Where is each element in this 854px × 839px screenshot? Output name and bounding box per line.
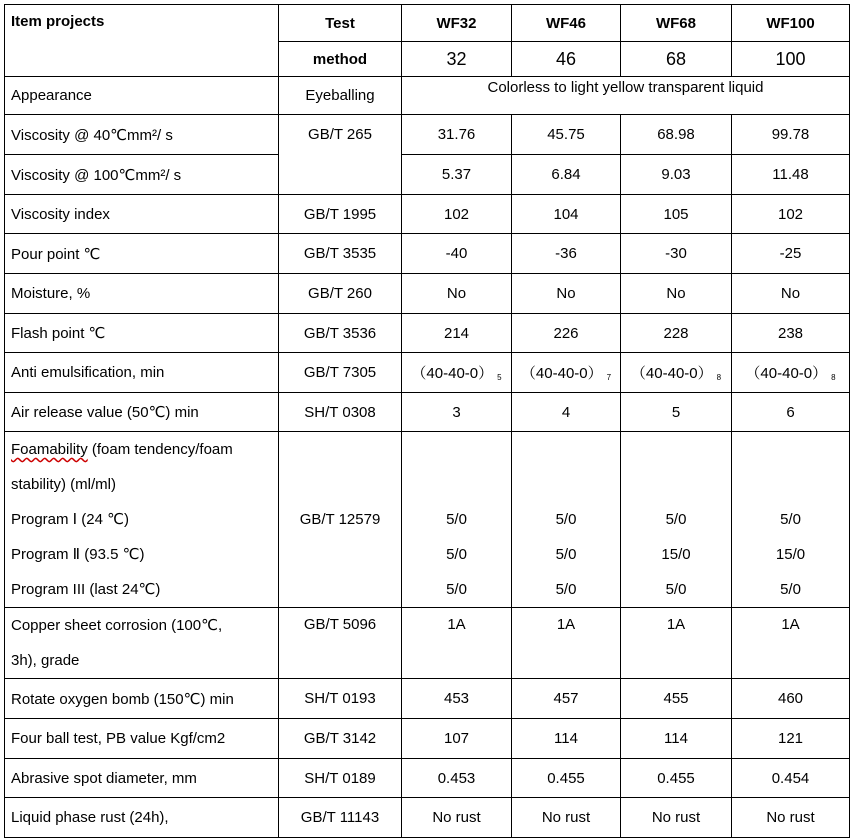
cell-wf68: 105 — [621, 195, 732, 234]
row-label: Anti emulsification, min — [5, 353, 279, 393]
cell-wf32: 5.37 — [402, 155, 512, 195]
table-row — [5, 77, 850, 115]
cell-wf32: 0.453 — [402, 759, 512, 798]
cell-wf32: 1A — [402, 608, 512, 679]
cell-wf68: 455 — [621, 679, 732, 719]
table-row — [5, 759, 850, 798]
cell-wf46: 457 — [512, 679, 621, 719]
row-method: SH/T 0193 — [279, 679, 402, 719]
grade-name-wf46: WF46 — [512, 5, 621, 42]
cell-wf68: 228 — [621, 314, 732, 353]
row-method: SH/T 0189 — [279, 759, 402, 798]
cell-wf68: 68.98 — [621, 115, 732, 155]
cell-wf32: -40 — [402, 234, 512, 274]
cell-wf46: -36 — [512, 234, 621, 274]
cell-wf68: 0.455 — [621, 759, 732, 798]
cell-wf46: 114 — [512, 719, 621, 759]
cell-wf100: -25 — [732, 234, 850, 274]
table-row — [5, 274, 850, 314]
cell-wf46: 4 — [512, 393, 621, 432]
cell-wf46: No — [512, 274, 621, 314]
cell-wf32: 214 — [402, 314, 512, 353]
cell-wf46: 45.75 — [512, 115, 621, 155]
row-label: Copper sheet corrosion (100℃, 3h), grade — [5, 608, 279, 679]
row-label: Four ball test, PB value Kgf/cm2 — [5, 719, 279, 759]
cell-wf68: 9.03 — [621, 155, 732, 195]
cell-wf32: 102 — [402, 195, 512, 234]
subscript: 8 — [716, 373, 722, 382]
row-label: Appearance — [5, 77, 279, 115]
cell-wf32: 3 — [402, 393, 512, 432]
cell-wf100: 11.48 — [732, 155, 850, 195]
cell-wf32: 5/0 5/0 5/0 — [402, 432, 512, 608]
cell-wf100: No — [732, 274, 850, 314]
table-row — [5, 195, 850, 234]
row-method: GB/T 260 — [279, 274, 402, 314]
cell-wf46: 226 — [512, 314, 621, 353]
cell-wf32: 107 — [402, 719, 512, 759]
table-row — [5, 353, 850, 393]
table-row — [5, 314, 850, 353]
test-method-header-top: Test — [279, 5, 402, 42]
grade-value-wf32: 32 — [402, 42, 512, 77]
row-method: GB/T 265 — [279, 115, 402, 195]
cell-wf100: 102 — [732, 195, 850, 234]
cell-wf46: 104 — [512, 195, 621, 234]
cell-wf68: No rust — [621, 798, 732, 838]
cell-wf100: 6 — [732, 393, 850, 432]
cell-wf32: 31.76 — [402, 115, 512, 155]
table-row — [5, 155, 850, 195]
cell-wf46: No rust — [512, 798, 621, 838]
row-method: SH/T 0308 — [279, 393, 402, 432]
cell-wf68: 5/0 15/0 5/0 — [621, 432, 732, 608]
row-label: Viscosity @ 40℃mm²/ s — [5, 115, 279, 155]
table-row — [5, 719, 850, 759]
item-projects-header: Item projects — [5, 5, 279, 77]
table-row — [5, 393, 850, 432]
table-row — [5, 679, 850, 719]
cell-wf32: No — [402, 274, 512, 314]
table-row — [5, 234, 850, 274]
row-method: GB/T 1995 — [279, 195, 402, 234]
cell-wf46: （40-40-0） $_7$ — [512, 353, 621, 393]
row-method: GB/T 11143 — [279, 798, 402, 838]
cell-wf100: 0.454 — [732, 759, 850, 798]
table-row — [5, 115, 850, 155]
row-method: GB/T 5096 — [279, 608, 402, 679]
row-label: Liquid phase rust (24h), — [5, 798, 279, 838]
foam-row — [5, 432, 850, 608]
row-label: Viscosity @ 100℃mm²/ s — [5, 155, 279, 195]
row-label: Moisture, % — [5, 274, 279, 314]
foam-label-word: Foamability — [11, 441, 88, 458]
cell-wf68: No — [621, 274, 732, 314]
row-method: GB/T 12579 — [279, 432, 402, 608]
spec-table — [4, 4, 850, 838]
grade-name-wf68: WF68 — [621, 5, 732, 42]
cell-wf100: （40-40-0） $_8$ — [732, 353, 850, 393]
table-row — [5, 608, 850, 679]
cell-wf68: -30 — [621, 234, 732, 274]
row-method: GB/T 3536 — [279, 314, 402, 353]
grade-value-wf68: 68 — [621, 42, 732, 77]
appearance-value: Colorless to light yellow transparent liquid — [402, 77, 850, 115]
subscript: 7 — [606, 373, 612, 382]
row-method: GB/T 3142 — [279, 719, 402, 759]
row-label: Rotate oxygen bomb (150℃) min — [5, 679, 279, 719]
cell-wf68: （40-40-0） $_8$ — [621, 353, 732, 393]
cell-wf46: 5/0 5/0 5/0 — [512, 432, 621, 608]
row-label: Flash point ℃ — [5, 314, 279, 353]
cell-wf100: 121 — [732, 719, 850, 759]
cell-wf46: 1A — [512, 608, 621, 679]
cell-wf32: No rust — [402, 798, 512, 838]
row-method: GB/T 3535 — [279, 234, 402, 274]
header-row — [5, 5, 850, 42]
subscript: 5 — [497, 373, 502, 382]
grade-value-wf46: 46 — [512, 42, 621, 77]
row-label: Air release value (50℃) min — [5, 393, 279, 432]
table-row — [5, 798, 850, 838]
foam-label: Foamability (foam tendency/foam stability) (ml/ml) Program Ⅰ (24 ℃) Program Ⅱ (93.5 ℃) Program III (last 24℃) — [5, 432, 279, 608]
cell-wf100: 238 — [732, 314, 850, 353]
row-label: Pour point ℃ — [5, 234, 279, 274]
cell-wf100: 99.78 — [732, 115, 850, 155]
cell-wf68: 114 — [621, 719, 732, 759]
cell-wf46: 0.455 — [512, 759, 621, 798]
grade-value-wf100: 100 — [732, 42, 850, 77]
grade-name-wf100: WF100 — [732, 5, 850, 42]
row-method: GB/T 7305 — [279, 353, 402, 393]
cell-wf32: 453 — [402, 679, 512, 719]
cell-wf100: No rust — [732, 798, 850, 838]
cell-wf68: 1A — [621, 608, 732, 679]
cell-wf32: （40-40-0） $_5$ — [402, 353, 512, 393]
row-method: Eyeballing — [279, 77, 402, 115]
row-label: Viscosity index — [5, 195, 279, 234]
row-label: Abrasive spot diameter, mm — [5, 759, 279, 798]
cell-wf100: 460 — [732, 679, 850, 719]
test-method-header-bottom: method — [279, 42, 402, 77]
subscript: 8 — [831, 373, 836, 382]
cell-wf68: 5 — [621, 393, 732, 432]
cell-wf100: 5/0 15/0 5/0 — [732, 432, 850, 608]
cell-wf100: 1A — [732, 608, 850, 679]
cell-wf46: 6.84 — [512, 155, 621, 195]
grade-name-wf32: WF32 — [402, 5, 512, 42]
